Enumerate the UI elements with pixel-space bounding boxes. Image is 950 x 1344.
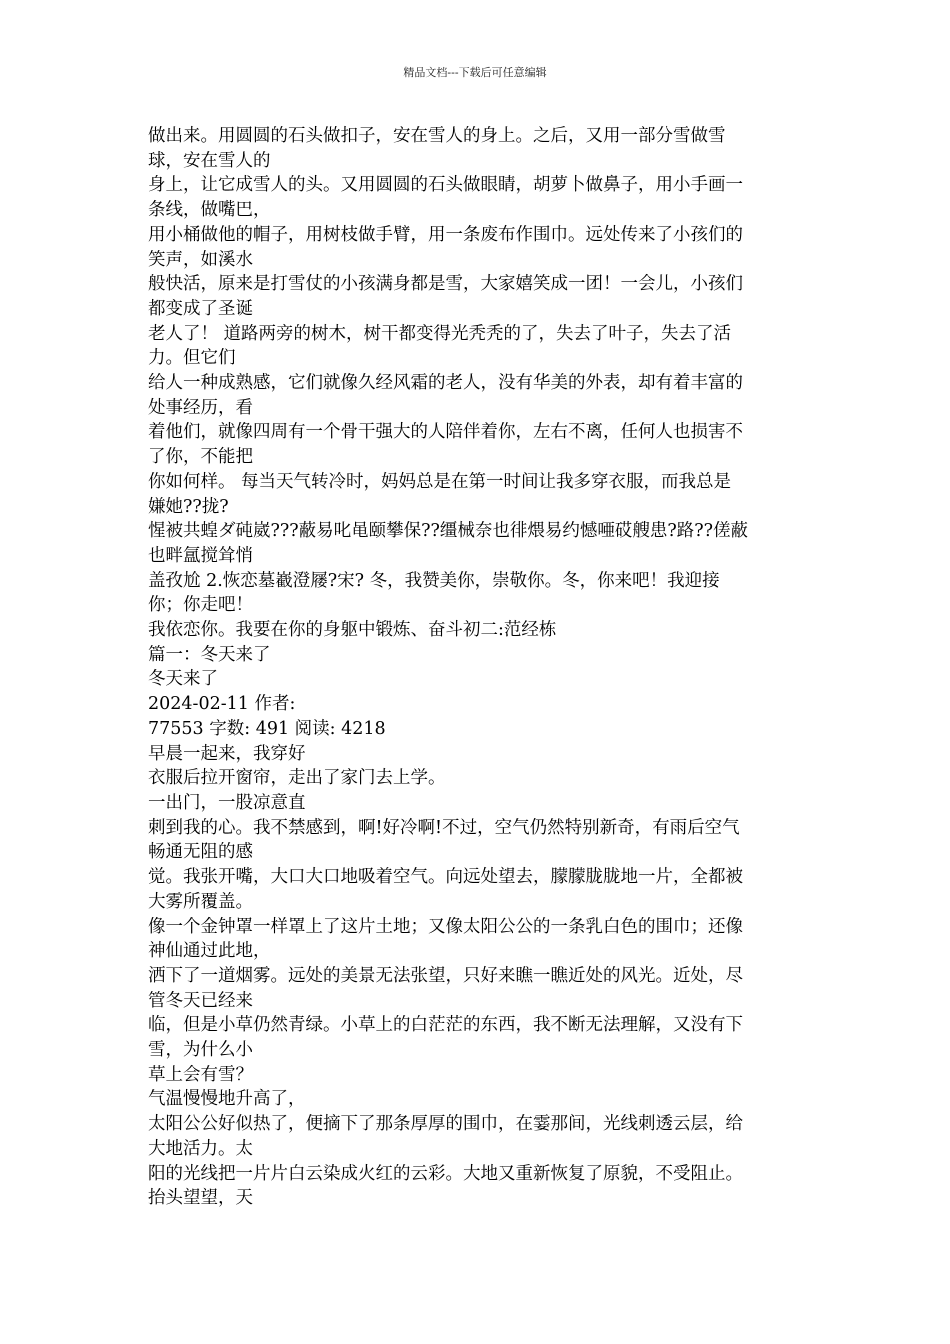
text-line: 洒下了一道烟雾。远处的美景无法张望，只好来瞧一瞧近处的风光。近处，尽 xyxy=(148,965,743,986)
text-line: 神仙通过此地， xyxy=(148,941,271,962)
text-line: 临，但是小草仍然青绿。小草上的白茫茫的东西，我不断无法理解，又没有下 xyxy=(148,1015,743,1036)
text-line: 一出门，一股凉意直 xyxy=(148,792,306,813)
text-line: 盖孜尬 2.恢恋墓嶻澄屦?宋? 冬，我赞美你，崇敬你。冬，你来吧！我迎接 xyxy=(148,570,720,591)
text-line: 管冬天已经来 xyxy=(148,990,253,1011)
text-line: 你如何样。 每当天气转冷时，妈妈总是在第一时间让我多穿衣服，而我总是 xyxy=(148,471,732,492)
document-body xyxy=(148,124,802,1211)
text-line: 条线，做嘴巴， xyxy=(148,200,271,221)
article-stats: 77553 字数: 491 阅读: 4218 xyxy=(148,718,386,739)
page-header: 精品文档---下载后可任意编辑 xyxy=(403,66,547,79)
text-line: 处事经历，看 xyxy=(148,397,253,418)
text-line: 都变成了圣诞 xyxy=(148,298,253,319)
text-line: 力。但它们 xyxy=(148,348,236,369)
text-line: 做出来。用圆圆的石头做扣子，安在雪人的身上。之后，又用一部分雪做雪 xyxy=(148,126,726,146)
text-line: 太阳公公好似热了，便摘下了那条厚厚的围巾，在霎那间，光线刺透云层，给 xyxy=(148,1114,743,1135)
text-line: 惺被共蝗ダ砘崴???蔽易叱黾颐攀保??缰械奈也徘煨易约憾唖砹艘患?路??傞蔽 xyxy=(148,521,749,542)
text-line: 草上会有雪？ xyxy=(148,1064,253,1085)
text-line: 了你，不能把 xyxy=(148,447,253,468)
article-date-author: 2024-02-11 作者: xyxy=(148,694,296,715)
text-line: 像一个金钟罩一样罩上了这片土地；又像太阳公公的一条乳白色的围巾；还像 xyxy=(148,916,743,937)
text-line: 给人一种成熟感，它们就像久经风霜的老人，没有华美的外表，却有着丰富的 xyxy=(148,373,743,394)
section-title: 篇一：冬天来了 xyxy=(148,644,271,665)
text-line: 畅通无阻的感 xyxy=(148,842,253,863)
text-line: 衣服后拉开窗帘，走出了家门去上学。 xyxy=(148,768,446,789)
text-line: 着他们，就像四周有一个骨干强大的人陪伴着你，左右不离，任何人也损害不 xyxy=(148,422,743,443)
text-line: 雪，为什么小 xyxy=(148,1040,253,1061)
text-line: 早晨一起来，我穿好 xyxy=(148,743,306,764)
text-line: 般快活，原来是打雪仗的小孩满身都是雪，大家嬉笑成一团！一会儿，小孩们 xyxy=(148,274,743,295)
text-line: 大地活力。太 xyxy=(148,1138,253,1159)
article-title: 冬天来了 xyxy=(148,669,218,690)
text-line: 你；你走吧！ xyxy=(148,595,253,616)
text-line: 气温慢慢地升高了， xyxy=(148,1089,306,1110)
text-line: 嫌她??拢? xyxy=(148,496,229,517)
text-line: 也畔氲搅耸悄 xyxy=(148,545,253,566)
text-line: 大雾所覆盖。 xyxy=(148,891,253,912)
text-line: 身上，让它成雪人的头。又用圆圆的石头做眼睛，胡萝卜做鼻子，用小手画一 xyxy=(148,175,743,196)
text-line: 用小桶做他的帽子，用树枝做手臂，用一条废布作围巾。远处传来了小孩们的 xyxy=(148,224,743,245)
text-line: 我依恋你。我要在你的身躯中锻炼、奋斗初二:范经栋 xyxy=(148,620,557,641)
text-line: 球，安在雪人的 xyxy=(148,150,271,171)
text-line: 阳的光线把一片片白云染成火红的云彩。大地又重新恢复了原貌，不受阻止。 xyxy=(148,1163,743,1184)
text-line: 老人了！ 道路两旁的树木，树干都变得光秃秃的了，失去了叶子，失去了活 xyxy=(148,323,732,344)
text-line: 笑声，如溪水 xyxy=(148,249,253,270)
text-line: 觉。我张开嘴，大口大口地吸着空气。向远处望去，朦朦胧胧地一片，全都被 xyxy=(148,867,743,888)
text-line: 刺到我的心。我不禁感到，啊!好冷啊!不过，空气仍然特别新奇，有雨后空气 xyxy=(148,817,740,838)
text-line: 抬头望望，天 xyxy=(148,1188,253,1209)
